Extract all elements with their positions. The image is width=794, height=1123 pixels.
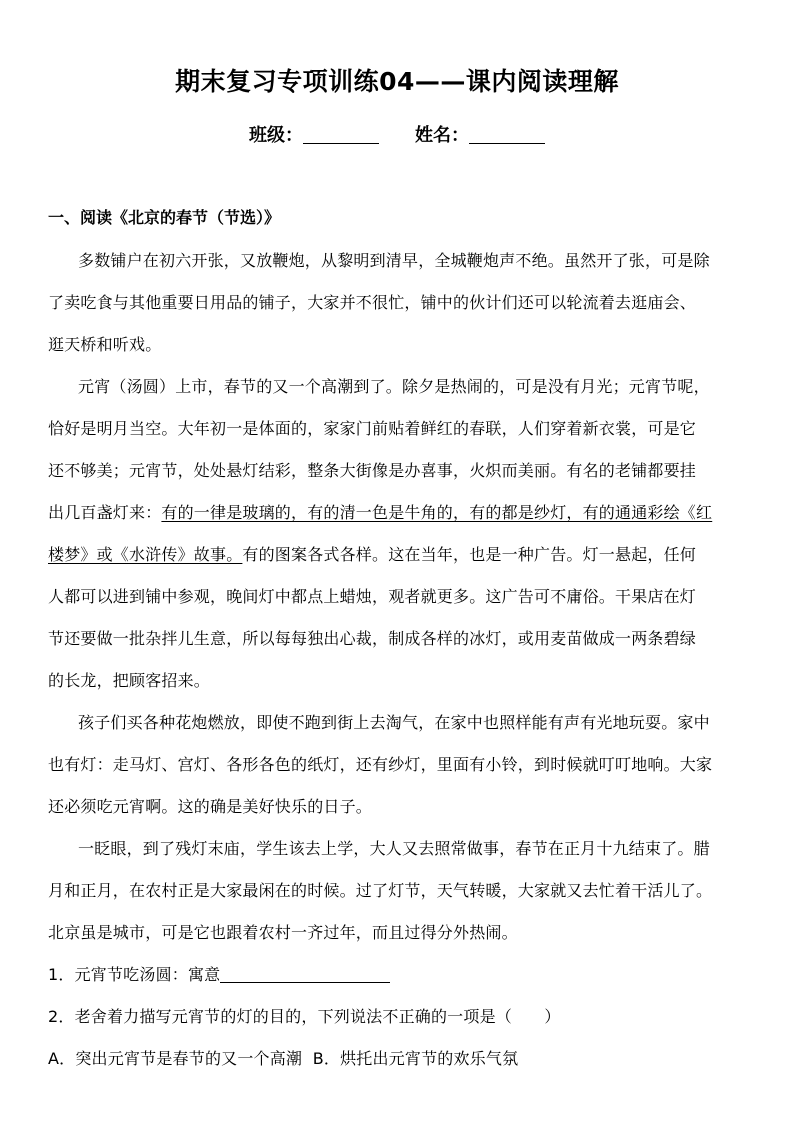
text-line: 还必须吃元宵啊。这的确是美好快乐的日子。 — [48, 797, 373, 816]
text-line: 元宵（汤圆）上市，春节的又一个高潮到了。除夕是热闹的，可是没有月光；元宵节呢， — [78, 377, 710, 396]
question-1 — [48, 962, 390, 985]
text-line: 逛天桥和听戏。 — [48, 335, 162, 354]
underlined-text: 有的一律是玻璃的，有的清一色是牛角的，有的都是纱灯，有的通通彩绘《红 — [161, 503, 713, 522]
name-blank[interactable] — [469, 125, 545, 144]
text-segment: 有的图案各式各样。这在当年，也是一种广告。灯一悬起，任何 — [242, 545, 697, 564]
text-line: 多数铺户在初六开张，又放鞭炮，从黎明到清早，全城鞭炮声不绝。虽然开了张，可是除 — [78, 251, 710, 270]
student-info-line — [0, 121, 794, 147]
text-line: 恰好是明月当空。大年初一是体面的，家家门前贴着鲜红的春联，人们穿着新衣裳，可是它 — [48, 419, 697, 438]
text-line: 人都可以进到铺中参观，晚间灯中都点上蜡烛，观者就更多。这广告可不庸俗。干果店在灯 — [48, 587, 697, 606]
text-line: 还不够美；元宵节，处处悬灯结彩，整条大街像是办喜事，火炽而美丽。有名的老铺都要挂 — [48, 461, 697, 480]
class-blank[interactable] — [303, 125, 379, 144]
question-1-text: 1．元宵节吃汤圆：寓意 — [48, 965, 221, 984]
text-line — [48, 500, 712, 523]
text-line — [48, 542, 696, 565]
text-line: 一眨眼，到了残灯末庙，学生该去上学，大人又去照常做事，春节在正月十九结束了。腊 — [78, 839, 710, 858]
text-segment: 出几百盏灯来： — [48, 503, 162, 522]
page-title: 期末复习专项训练04——课内阅读理解 — [175, 67, 619, 96]
text-line: 也有灯：走马灯、宫灯、各形各色的纸灯，还有纱灯，里面有小铃，到时候就叮叮地响。大家 — [48, 755, 713, 774]
text-line: 月和正月，在农村正是大家最闲在的时候。过了灯节，天气转暖，大家就又去忙着干活儿了。 — [48, 881, 713, 900]
text-line: 的长龙，把顾客招来。 — [48, 671, 211, 690]
name-label: 姓名： — [415, 125, 469, 146]
answer-blank[interactable] — [220, 966, 390, 983]
question-2-options — [48, 1046, 518, 1069]
option-a: A．突出元宵节是春节的又一个高潮 — [48, 1049, 303, 1068]
section-heading: 一、阅读《北京的春节（节选）》 — [48, 208, 281, 227]
option-b: B．烘托出元宵节的欢乐气氛 — [312, 1049, 519, 1068]
underlined-text: 楼梦》或《水浒传》故事。 — [48, 545, 243, 564]
text-line: 节还要做一批杂拌儿生意，所以每每独出心裁，制成各样的冰灯，或用麦苗做成一两条碧绿 — [48, 629, 697, 648]
text-line: 了卖吃食与其他重要日用品的铺子，大家并不很忙，铺中的伙计们还可以轮流着去逛庙会、 — [48, 293, 697, 312]
text-line: 孩子们买各种花炮燃放，即使不跑到街上去淘气，在家中也照样能有声有光地玩耍。家中 — [78, 713, 710, 732]
text-line: 北京虽是城市，可是它也跟着农村一齐过年，而且过得分外热闹。 — [48, 923, 518, 942]
question-2: 2．老舍着力描写元宵节的灯的目的，下列说法不正确的一项是（ ） — [48, 1007, 561, 1026]
class-label: 班级： — [249, 125, 303, 146]
